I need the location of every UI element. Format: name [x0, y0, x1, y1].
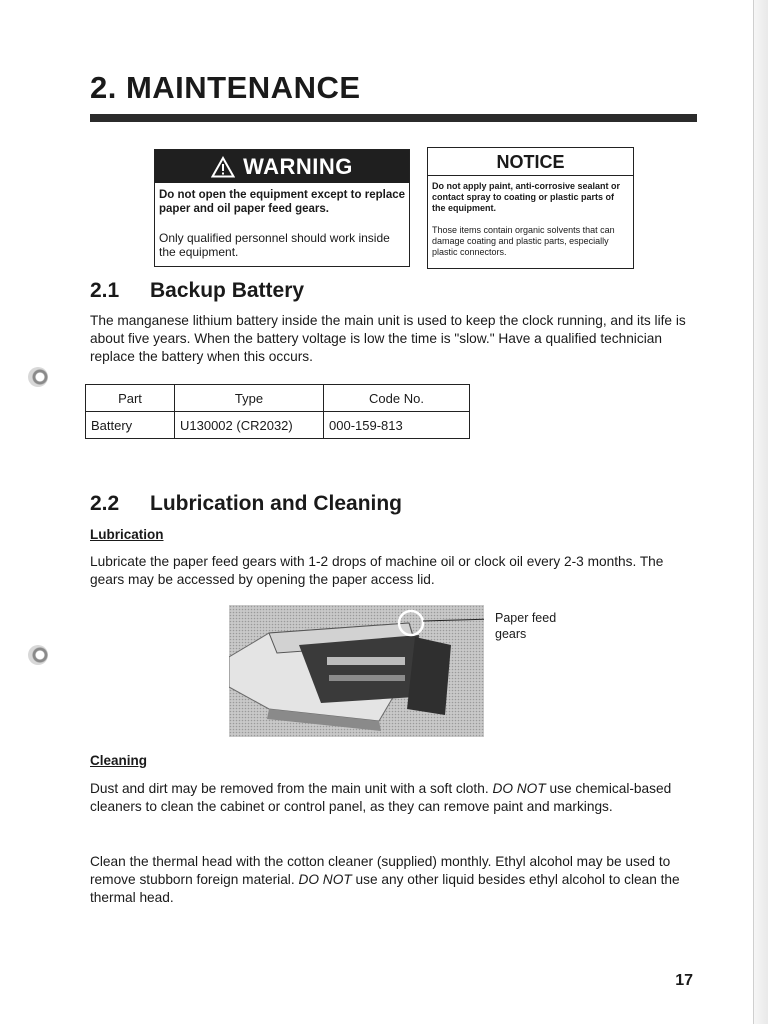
table-cell: 000-159-813 [324, 412, 470, 439]
warning-text: Only qualified personnel should work inside the equipment. [159, 231, 390, 259]
page-number: 17 [675, 972, 693, 989]
warning-text-bold: Do not open the equipment except to replace paper and oil paper feed gears. [159, 189, 406, 215]
cleaning-heading: Cleaning [90, 753, 148, 768]
table-row [86, 412, 470, 439]
table-header-cell: Type [175, 385, 324, 412]
notice-title: NOTICE [428, 148, 633, 176]
table-cell: Battery [86, 412, 175, 439]
section-heading-lubrication-cleaning [90, 492, 402, 516]
notice-box [427, 147, 634, 269]
notice-text: Those items contain organic solvents that can damage coating and plastic parts, especially plastic connectors. [432, 225, 615, 257]
section-number: 2.2 [90, 492, 120, 515]
binding-hole-top [28, 367, 48, 387]
emphasis-do-not: DO NOT [492, 781, 546, 796]
text-run: use chemical-based cleaners to clean the cabinet or control panel, as they can remove paint and markings. [90, 781, 672, 814]
printer-photo-illustration [229, 605, 484, 737]
table-cell: U130002 (CR2032) [175, 412, 324, 439]
section-heading-backup-battery [90, 279, 304, 303]
battery-paragraph: The manganese lithium battery inside the main unit is used to keep the clock running, and its life is about five years. When the battery voltage is low the time is "slow." Have a qualified technician replace the battery when this occurs. [90, 313, 686, 364]
printer-photo [229, 605, 484, 737]
warning-header [155, 150, 409, 183]
text-run: Clean the thermal head with the cotton cleaner (supplied) monthly. Ethyl alcohol may be used to remove stubborn foreign material. [90, 854, 671, 887]
chapter-rule [90, 114, 697, 122]
warning-title: WARNING [243, 153, 353, 179]
section-title: Lubrication and Cleaning [150, 492, 403, 515]
section-title: Backup Battery [150, 279, 305, 302]
notice-text-bold: Do not apply paint, anti-corrosive sealant or contact spray to coating or plastic parts of the equipment. [432, 181, 621, 213]
table-header-cell: Part [86, 385, 175, 412]
chapter-title: 2. MAINTENANCE [90, 70, 361, 105]
page-edge [753, 0, 768, 1024]
table-header-cell: Code No. [324, 385, 470, 412]
warning-triangle-icon [211, 156, 235, 178]
text-run: Dust and dirt may be removed from the main unit with a soft cloth. [90, 781, 493, 796]
photo-callout-label: Paper feed gears [495, 611, 557, 641]
emphasis-do-not: DO NOT [298, 872, 352, 887]
battery-parts-table [85, 384, 470, 439]
binding-hole-bottom [28, 645, 48, 665]
lubrication-heading: Lubrication [90, 527, 164, 542]
cleaning-paragraph-1 [90, 780, 690, 816]
text-run: use any other liquid besides ethyl alcohol to clean the thermal head. [90, 872, 680, 905]
section-number: 2.1 [90, 279, 120, 302]
lubrication-paragraph: Lubricate the paper feed gears with 1-2 drops of machine oil or clock oil every 2-3 months. The gears may be accessed by opening the paper access lid. [90, 554, 664, 587]
cleaning-paragraph-2 [90, 853, 690, 907]
warning-box [154, 149, 410, 267]
table-header-row [86, 385, 470, 412]
